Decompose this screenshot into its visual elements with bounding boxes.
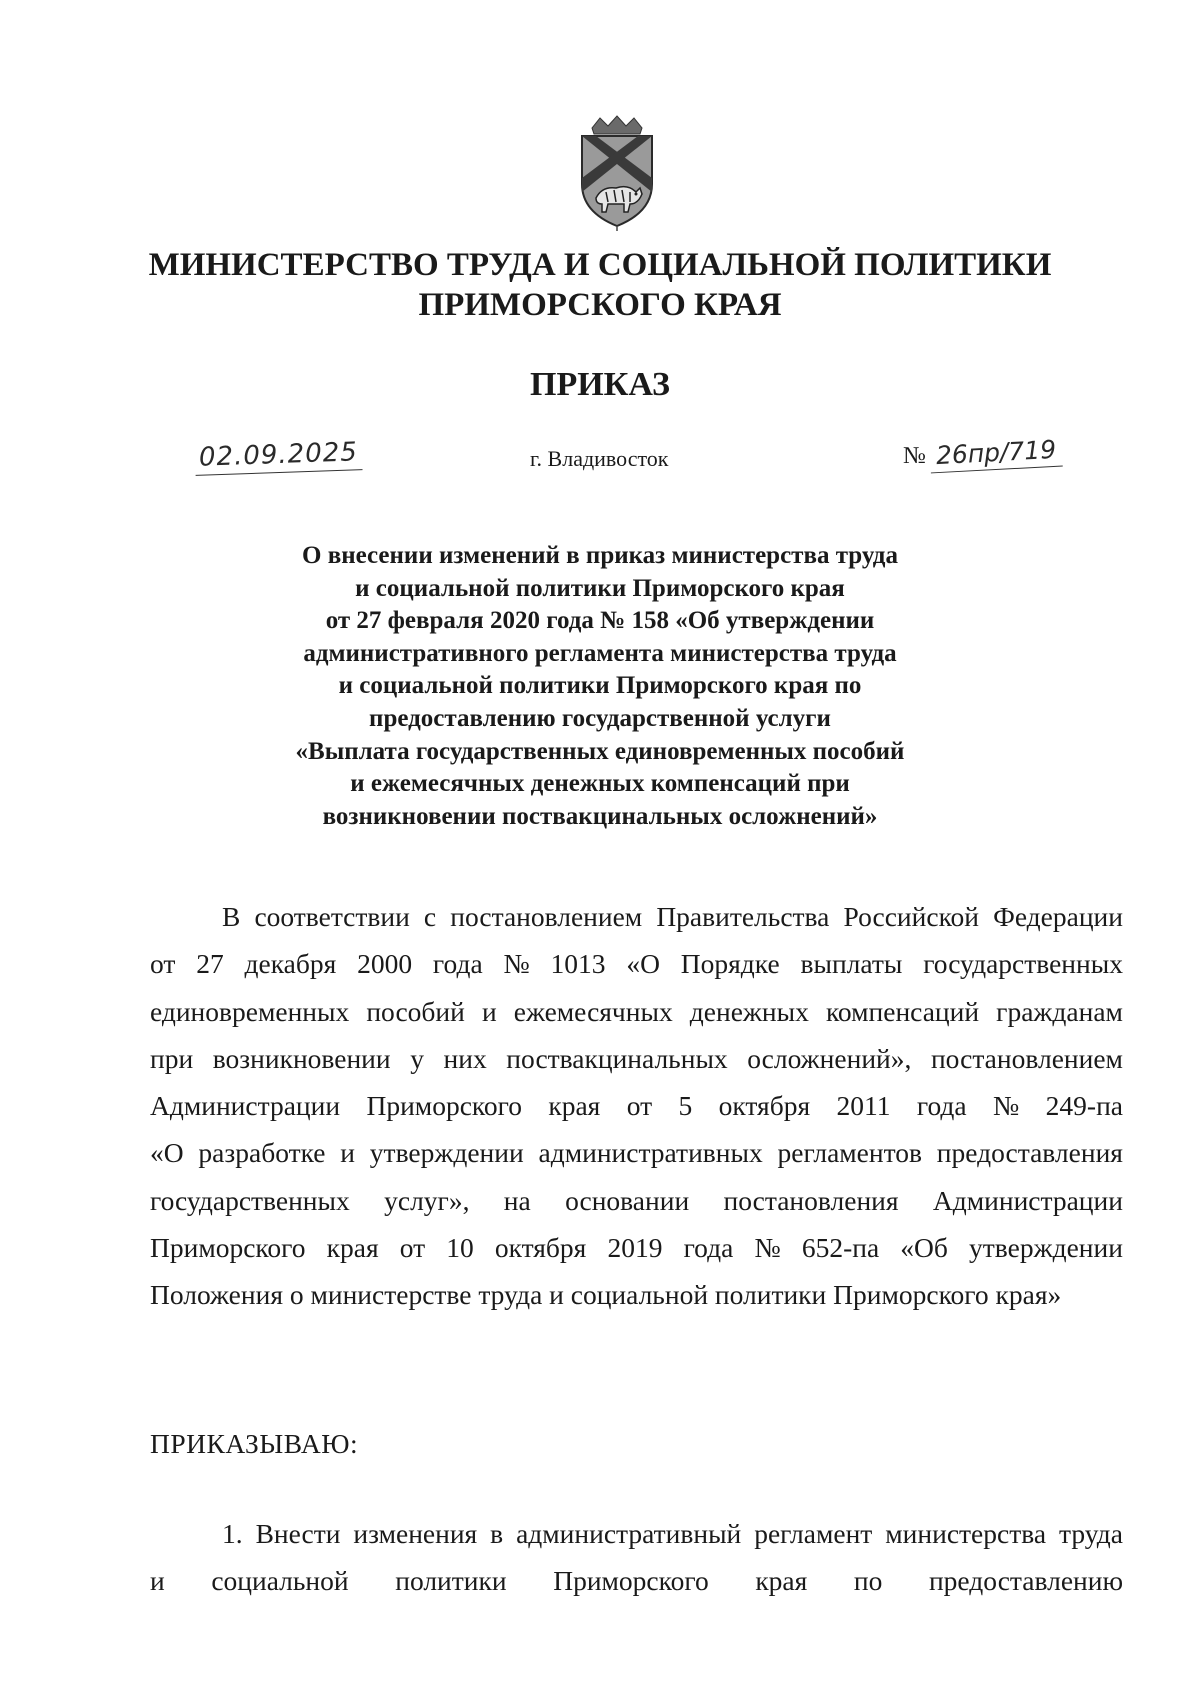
word: регламентов: [777, 1137, 922, 1169]
word: года: [683, 1232, 734, 1264]
word: предоставлению: [928, 1565, 1123, 1597]
word: 5: [678, 1090, 693, 1122]
word: Приморского: [553, 1565, 709, 1597]
word: 652-па: [801, 1232, 880, 1264]
word: административных: [538, 1137, 763, 1169]
number-sign: №: [903, 443, 926, 469]
preamble-line: Положения о министерстве труда и социальной политики Приморского края»: [150, 1279, 1062, 1311]
ministry-name-line1: МИНИСТЕРСТВО ТРУДА И СОЦИАЛЬНОЙ ПОЛИТИКИ: [148, 247, 1052, 283]
preamble-line: [150, 1082, 1123, 1129]
coat-of-arms-icon: [572, 114, 662, 232]
word: Федерации: [993, 901, 1123, 932]
word: государственных: [150, 1184, 350, 1216]
word: декабря: [244, 948, 337, 980]
word: «О: [626, 948, 660, 980]
preamble-line: [150, 988, 1123, 1035]
word: года: [916, 1090, 967, 1122]
word: в: [490, 1518, 504, 1549]
word: и: [481, 995, 497, 1027]
word: Внести: [255, 1518, 341, 1549]
subject-line: «Выплата государственных единовременных пособий: [295, 737, 905, 765]
word: октября: [718, 1090, 811, 1122]
preamble-line: [150, 1035, 1123, 1082]
word: предоставления: [936, 1137, 1123, 1169]
word: пособий: [366, 995, 465, 1027]
clause-line: [150, 1510, 1123, 1557]
word: постановлением: [930, 1042, 1123, 1074]
word: 2000: [357, 948, 413, 980]
subject-line: и социальной политики Приморского края: [355, 574, 845, 602]
document-type: ПРИКАЗ: [530, 366, 670, 403]
word: разработке: [198, 1137, 326, 1169]
word: утверждении: [369, 1137, 524, 1169]
subject-line: административного регламента министерства труда: [303, 639, 897, 667]
word: Правительства: [656, 901, 830, 932]
preamble: [150, 893, 1123, 1319]
word: Порядке: [680, 948, 780, 980]
word: компенсаций: [825, 995, 980, 1027]
word: с: [423, 901, 437, 932]
word: регламент: [754, 1518, 873, 1549]
word: ежемесячных: [513, 995, 673, 1027]
word: 2011: [836, 1090, 891, 1122]
word: у: [410, 1042, 424, 1074]
word: труда: [1059, 1518, 1123, 1549]
word: 249-па: [1045, 1090, 1123, 1122]
word: Администрации: [150, 1090, 341, 1122]
word: по: [853, 1565, 883, 1597]
word: постановления: [723, 1184, 899, 1216]
word: 1.: [222, 1518, 243, 1549]
subject-line: и ежемесячных денежных компенсаций при: [350, 770, 850, 798]
word: «Об: [900, 1232, 948, 1264]
word: 27: [196, 948, 224, 980]
word: поствакцинальных: [506, 1042, 728, 1074]
ministry-name-line2: ПРИМОРСКОГО КРАЯ: [418, 287, 782, 323]
word: постановлением: [450, 901, 643, 932]
word: и: [340, 1137, 355, 1169]
preamble-line: [150, 1129, 1123, 1176]
subject-line: предоставлению государственной услуги: [369, 704, 831, 732]
handwritten-number: 26пр/719: [929, 435, 1063, 474]
clause-1: [150, 1510, 1123, 1605]
word: на: [503, 1184, 531, 1216]
word: единовременных: [150, 995, 350, 1027]
subject-line: возникновении поствакцинальных осложнений»: [322, 802, 878, 830]
preamble-line: [150, 940, 1123, 987]
word: октября: [494, 1232, 587, 1264]
word: от: [626, 1090, 653, 1122]
word: В: [222, 901, 241, 932]
word: №: [754, 1232, 781, 1264]
word: денежных: [689, 995, 809, 1027]
word: от: [150, 948, 176, 980]
word: при: [150, 1042, 194, 1074]
order-subject: [180, 540, 1020, 833]
word: административный: [516, 1518, 742, 1549]
word: края: [755, 1565, 808, 1597]
word: и: [150, 1565, 165, 1597]
word: министерства: [885, 1518, 1047, 1549]
word: основании: [565, 1184, 690, 1216]
word: возникновении: [212, 1042, 391, 1074]
word: гражданам: [996, 995, 1123, 1027]
ministry-name: [120, 245, 1080, 325]
word: 2019: [607, 1232, 663, 1264]
word: №: [993, 1090, 1020, 1122]
preamble-line: [150, 1177, 1123, 1224]
word: №: [503, 948, 530, 980]
word: 10: [446, 1232, 474, 1264]
word: государственных: [923, 948, 1123, 980]
word: выплаты: [800, 948, 903, 980]
word: изменения: [353, 1518, 478, 1549]
document-number: [903, 434, 1062, 471]
word: утверждении: [969, 1232, 1123, 1264]
word: Приморского: [150, 1232, 306, 1264]
word: Приморского: [366, 1090, 522, 1122]
word: «О: [150, 1137, 184, 1169]
word: социальной: [211, 1565, 349, 1597]
word: края: [326, 1232, 379, 1264]
word: 1013: [550, 948, 606, 980]
word: Администрации: [932, 1184, 1123, 1216]
preamble-line: [150, 893, 1123, 940]
word: года: [432, 948, 483, 980]
word: от: [399, 1232, 426, 1264]
preamble-line: [150, 1224, 1123, 1271]
word: них: [443, 1042, 487, 1074]
handwritten-date: 02.09.2025: [194, 437, 362, 476]
subject-line: и социальной политики Приморского края по: [338, 672, 862, 700]
word: услуг»,: [384, 1184, 470, 1216]
word: Российской: [843, 901, 979, 932]
city: г. Владивосток: [530, 446, 669, 471]
clause-line: [150, 1557, 1123, 1604]
subject-line: О внесении изменений в приказ министерства труда: [302, 542, 898, 569]
order-word: ПРИКАЗЫВАЮ:: [150, 1428, 359, 1459]
word: края: [548, 1090, 601, 1122]
word: соответствии: [254, 901, 410, 932]
word: политики: [395, 1565, 507, 1597]
word: осложнений»,: [747, 1042, 912, 1074]
subject-line: от 27 февраля 2020 года № 158 «Об утверждении: [325, 607, 875, 635]
